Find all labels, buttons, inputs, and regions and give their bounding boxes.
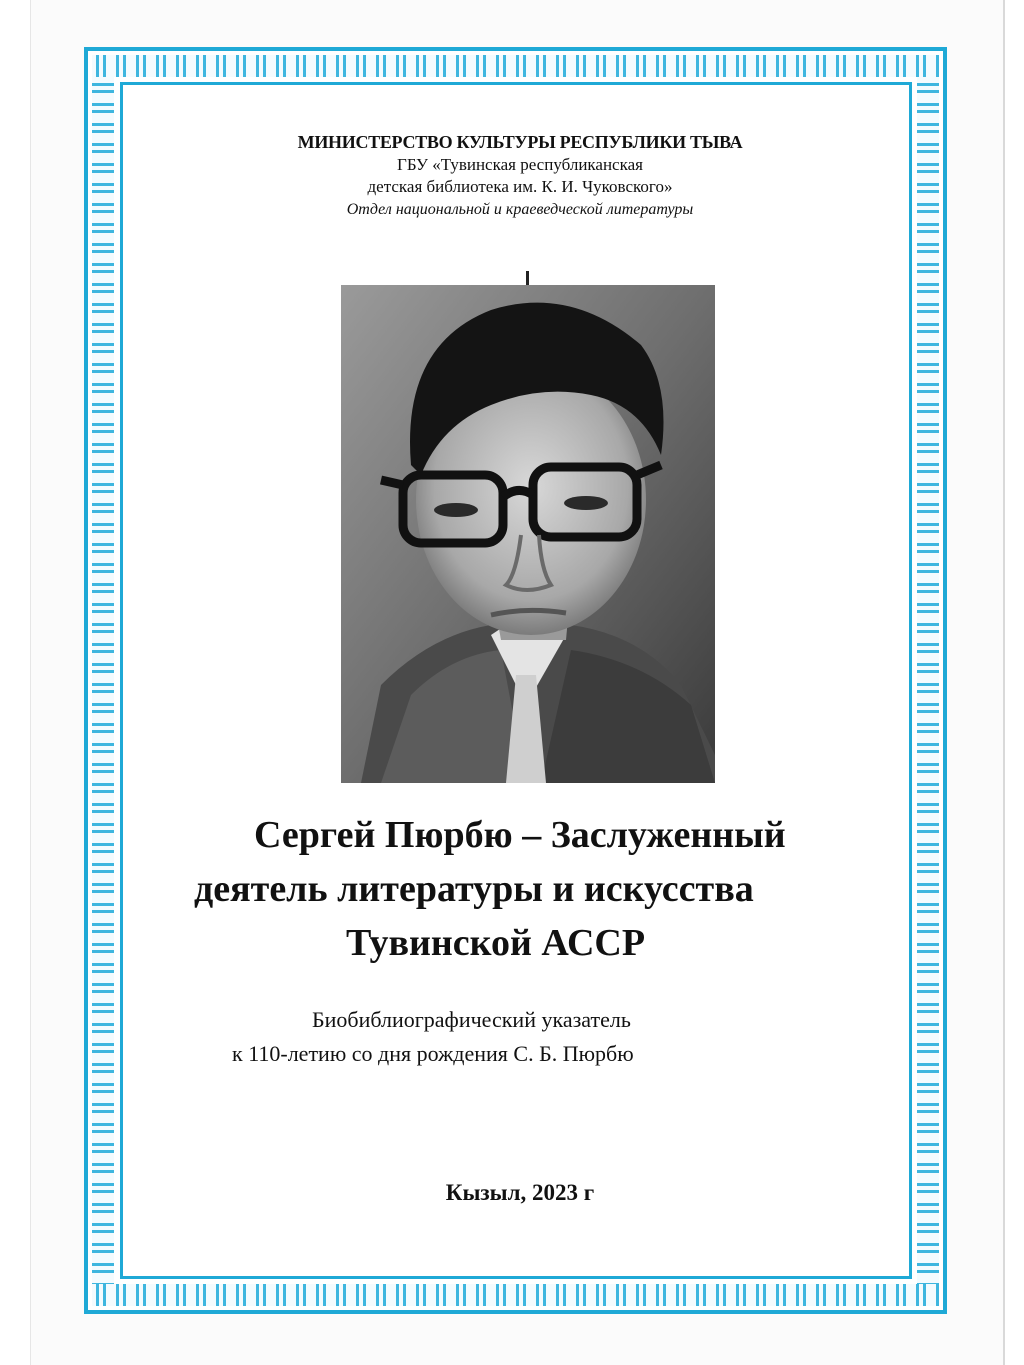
title-line-1: Сергей Пюрбю – Заслуженный: [254, 814, 786, 856]
title-line-3: Тувинской АССР: [346, 922, 646, 964]
ornament-band-bottom: [92, 1284, 939, 1306]
ornament-band-top: [92, 55, 939, 77]
ministry-name: МИНИСТЕРСТВО КУЛЬТУРЫ РЕСПУБЛИКИ ТЫВА: [297, 132, 743, 152]
subtitle-line-1: Биобиблиографический указатель: [312, 1007, 631, 1032]
ornament-band-left: [92, 77, 114, 1284]
subtitle-line-2: к 110-летию со дня рождения С. Б. Пюрбю: [232, 1041, 634, 1066]
title-line-2: деятель литературы и искусства: [194, 868, 754, 910]
book-subtitle: [200, 1003, 880, 1071]
department-name: Отдел национальной и краеведческой литературы: [346, 201, 694, 218]
book-title: [180, 808, 900, 970]
portrait-image: [341, 285, 715, 783]
publisher-header: [200, 130, 840, 222]
publication-place-year: Кызыл, 2023 г: [445, 1180, 595, 1205]
ornament-band-right: [917, 77, 939, 1284]
institution-line-2: детская библиотека им. К. И. Чуковского»: [367, 177, 673, 196]
portrait-photo: [341, 285, 715, 783]
institution-line-1: ГБУ «Тувинская республиканская: [397, 155, 643, 174]
